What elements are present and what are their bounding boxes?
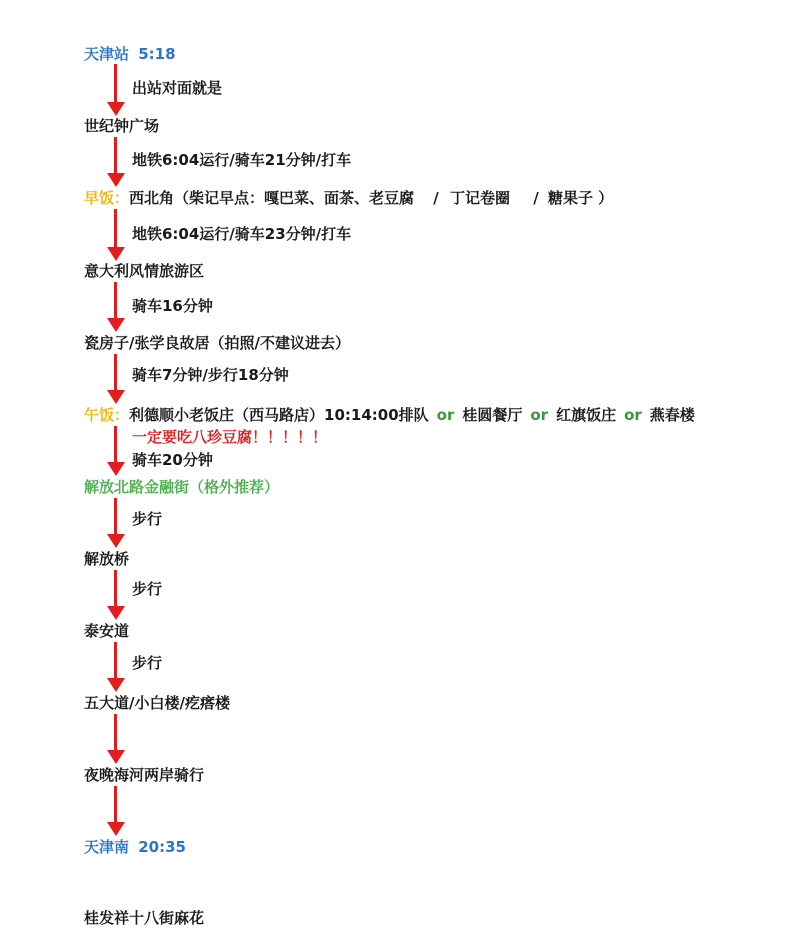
arrow-4 [106,282,126,332]
arrow-5 [106,354,126,404]
end-time: 20:35 [138,838,186,856]
breakfast-tag: 早饭： [84,189,130,207]
stop-porcelain-house: 瓷房子/张学良故居（拍照/不建议进去） [84,334,350,352]
start-time: 5:18 [138,45,176,63]
footer-souvenir: 桂发祥十八街麻花 [84,909,205,927]
breakfast-place: 西北角（柴记早点：嘎巴菜、面茶、老豆腐 [129,189,415,207]
or-2: or [530,406,549,424]
breakfast-line [84,188,613,208]
step9-note: 步行 [132,654,163,672]
step6-note: 骑车20分钟 [132,451,213,469]
step5-note: 骑车7分钟/步行18分钟 [132,366,289,384]
arrow-11 [106,786,126,836]
start-station-label: 天津站 [84,45,130,63]
breakfast-opt2: 丁记卷圈 [449,189,510,207]
arrow-7 [106,498,126,548]
step8-note: 步行 [132,580,163,598]
or-3: or [624,406,642,424]
lunch-opt2: 桂圆餐厅 [462,406,523,424]
lunch-warning: 一定要吃八珍豆腐！！！！！ [132,428,328,446]
start-station [84,44,176,64]
step4-note: 骑车16分钟 [132,297,213,315]
step3-note: 地铁6:04运行/骑车23分钟/打车 [132,225,352,243]
step1-note: 出站对面就是 [132,79,223,97]
lunch-opt4: 燕春楼 [649,406,695,424]
stop-financial-street: 解放北路金融街（格外推荐） [84,478,280,496]
breakfast-sep1: / [433,189,439,207]
arrow-3 [106,209,126,261]
lunch-tag: 午饭： [84,406,130,424]
arrow-6 [106,426,126,476]
end-station-label: 天津南 [84,838,130,856]
arrow-9 [106,642,126,692]
stop-italian-zone: 意大利风情旅游区 [84,262,205,280]
lunch-place: 利德顺小老饭庄（西马路店）10:14:00排队 [129,406,429,424]
breakfast-sep2: / [533,189,539,207]
lunch-opt3: 红旗饭庄 [556,406,617,424]
step7-note: 步行 [132,510,163,528]
breakfast-opt3: 糖果子 ） [547,189,614,207]
step2-note: 地铁6:04运行/骑车21分钟/打车 [132,151,352,169]
stop-jiefang-bridge: 解放桥 [84,550,130,568]
end-station [84,837,186,857]
stop-five-avenues: 五大道/小白楼/疙瘩楼 [84,694,230,712]
stop-taian-road: 泰安道 [84,622,130,640]
stop-century-clock: 世纪钟广场 [84,117,160,135]
arrow-8 [106,570,126,620]
or-1: or [436,406,455,424]
lunch-line [84,405,695,425]
arrow-10 [106,714,126,764]
arrow-2 [106,137,126,187]
stop-night-ride: 夜晚海河两岸骑行 [84,766,205,784]
arrow-1 [106,64,126,116]
